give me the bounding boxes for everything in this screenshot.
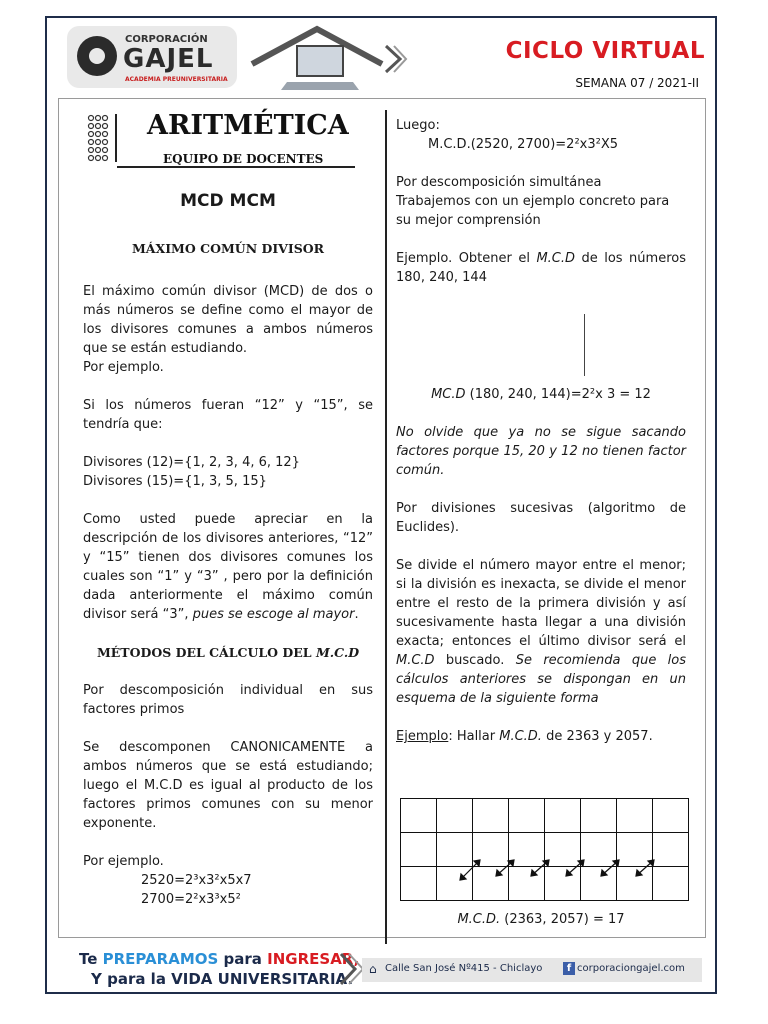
logo-corporation: CORPORACIÓN [125,34,208,45]
mcd-result-3 [396,910,686,929]
section-heading-methods [83,643,373,662]
slogan-preparamos: PREPARAMOS [102,950,219,968]
paragraph-example2: Por ejemplo. [83,854,164,869]
methods-heading-text: MÉTODOS DEL CÁLCULO DEL [96,645,316,660]
simultaneous-text: Trabajemos con un ejemplo concreto para su mejor comprensión [396,194,670,228]
ciclo-virtual-title: CICLO VIRTUAL [505,38,705,64]
division-line [584,314,585,376]
paragraph-numbers: Si los números fueran “12” y “15”, se tendría que: [83,398,373,432]
home-icon: ⌂ [369,962,377,976]
euclid-heading: Por divisiones sucesivas (algoritmo de Euclides). [396,501,686,535]
example-2-italic: M.C.D. [499,729,542,744]
mcd-result-2-italic: MC.D [431,387,466,402]
example-1-text: Ejemplo. Obtener el [396,251,537,266]
example-2 [396,727,686,746]
comparison-text: Como usted puede apreciar en la descripción de los divisores anteriores, “12” y “15” tienen dos divisores comunes los cuales son “1” y “3” , pero por la definición dada anteriormente el máximo común divisor será “3”, [83,512,373,622]
paragraph-canonical: Se descomponen CANONICAMENTE a ambos números que se está estudiando; luego el M.C.D es igual al producto de los factores primos comunes con su menor exponente. [83,740,373,831]
mcd-result-2-text: (180, 240, 144)=2²x 3 = 12 [465,387,651,402]
footer-slogan-1 [79,950,359,968]
gear-icon [77,36,117,76]
mcd-result-3-italic: M.C.D. [457,912,501,927]
footer-website[interactable]: corporaciongajel.com [577,963,685,974]
note-paragraph: No olvide que ya no se sigue sacando factores porque 15, 20 y 12 no tienen factor común. [396,425,686,478]
equation-2520: 2520=2³x3²x5x7 [141,873,252,888]
example-1 [396,249,686,287]
euclid-italic-1: M.C.D [396,653,435,668]
chevron-right-icon [382,44,408,74]
example-2-text-b: de 2363 y 2057. [541,729,653,744]
euclid-arrows [400,798,682,900]
subject-title: ARITMÉTICA [147,110,349,141]
dots-icon [87,114,109,162]
logo [67,26,237,88]
right-column [396,116,686,746]
subject-subtitle: EQUIPO DE DOCENTES [163,152,324,166]
house-laptop-icon [247,24,387,94]
semana-label: SEMANA 07 / 2021-II [575,76,699,90]
footer-address: Calle San José Nº415 - Chiclayo [385,963,543,974]
euclid-text-a: Se divide el número mayor entre el menor; si la división es inexacta, se divide el menor entre el resto de la primera división y así sucesivamente hasta llegar a una división exacta; entonces el último divisor será el [396,558,686,649]
column-divider [385,110,387,946]
example-2-underlined: Ejemplo [396,729,449,744]
divisors-12: Divisores (12)={1, 2, 3, 4, 6, 12} [83,455,300,470]
example-2-text-a: : Hallar [448,729,500,744]
paragraph-individual: Por descomposición individual en sus factores primos [83,683,373,717]
logo-subtitle: ACADEMIA PREUNIVERSITARIA [125,76,228,83]
paragraph-comparison [83,510,373,624]
main-title: MCD MCM [180,191,276,211]
divisors-15: Divisores (15)={1, 3, 5, 15} [83,474,267,489]
euclid-text-b: buscado. [434,653,516,668]
section-heading-mcd: MÁXIMO COMÚN DIVISOR [131,241,325,256]
luego-label: Luego: [396,118,440,133]
page-footer [47,944,715,992]
paragraph-definition: El máximo común divisor (MCD) de dos o más números se define como el mayor de los divisores comunes a ambos números que se están estudiando. [83,284,373,356]
simultaneous-heading: Por descomposición simultánea [396,175,602,190]
methods-heading-italic: M.C.D [315,645,360,660]
example-1-numbers: de los números 180, 240, 144 [396,251,686,285]
logo-name: GAJEL [123,44,214,74]
mcd-result-3-text: (2363, 2057) = 17 [500,912,625,927]
slogan-para: para [218,950,268,968]
slogan-ingresar: INGRESAR, [267,950,360,968]
paragraph-example-intro: Por ejemplo. [83,360,164,375]
mcd-result-1: M.C.D.(2520, 2700)=2²x3²X5 [428,137,619,152]
euclid-italic-2: Se recomienda que los cálculos anteriores se dispongan en un esquema de la siguiente forma [396,653,686,706]
footer-slogan-2: Y para la VIDA UNIVERSITARIA. [91,970,354,988]
page-header [47,18,715,100]
slogan-te: Te [79,950,103,968]
facebook-icon: f [563,962,575,975]
left-column [83,110,373,909]
equation-2700: 2700=2²x3³x5² [141,892,241,907]
banner-hline [117,166,355,168]
euclid-paragraph [396,556,686,708]
comparison-end: . [354,607,359,622]
comparison-italic: pues se escoge al mayor [192,607,355,622]
mcd-result-2 [396,385,686,404]
subject-banner [83,110,373,166]
banner-vline [115,114,117,162]
example-1-italic: M.C.D [536,251,576,266]
